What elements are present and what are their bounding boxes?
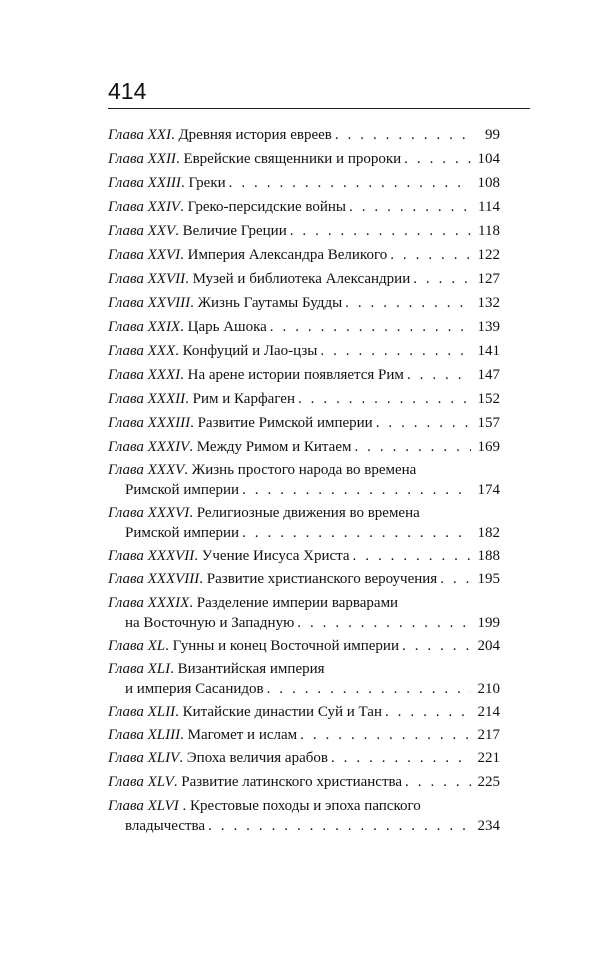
toc-entry-text: Глава XLV. Развитие латинского христианства xyxy=(108,774,403,790)
chapter-title: Разделение империи варварами xyxy=(196,595,399,611)
toc-entry xyxy=(108,460,500,500)
leader-dots xyxy=(208,816,471,836)
page-ref: 225 xyxy=(477,774,500,790)
chapter-title: Величие Греции xyxy=(182,223,287,239)
chapter-title: Религиозные движения во времена xyxy=(196,505,420,521)
chapter-title: Конфуций и Лао-цзы xyxy=(182,343,318,359)
toc-entry-text xyxy=(108,679,264,699)
leader-dots xyxy=(335,125,471,145)
chapter-label: Глава XXVII xyxy=(108,271,186,287)
chapter-label: Глава XLIII xyxy=(108,727,181,743)
leader-dots xyxy=(297,613,471,633)
toc-line xyxy=(108,816,500,836)
page-ref: 174 xyxy=(477,482,500,498)
page-ref: 169 xyxy=(477,439,500,455)
page-ref: 188 xyxy=(477,548,500,564)
toc-line xyxy=(108,569,500,589)
leader-dots xyxy=(320,341,471,361)
page-ref: 114 xyxy=(478,199,500,215)
toc-entry xyxy=(108,173,500,193)
toc-entry xyxy=(108,437,500,457)
toc-line xyxy=(108,702,500,722)
leader-dots xyxy=(376,413,471,433)
chapter-title: Крестовые походы и эпоха папского xyxy=(189,798,421,814)
leader-dots xyxy=(290,221,471,241)
toc-line xyxy=(108,197,500,217)
toc-line xyxy=(108,125,500,145)
toc-line xyxy=(108,413,500,433)
toc-entry xyxy=(108,413,500,433)
chapter-title: Жизнь простого народа во времена xyxy=(191,462,417,478)
table-of-contents xyxy=(108,125,500,836)
chapter-label: Глава XXXII xyxy=(108,391,186,407)
leader-dots xyxy=(407,365,471,385)
toc-entry-text: Глава XXII. Еврейские священники и пророки xyxy=(108,151,402,167)
chapter-label: Глава XXXIV xyxy=(108,439,190,455)
page-ref: 141 xyxy=(477,343,500,359)
toc-line xyxy=(108,613,500,633)
chapter-title: Еврейские священники и пророки xyxy=(183,151,402,167)
leader-dots xyxy=(345,293,471,313)
page-ref: 104 xyxy=(477,151,500,167)
toc-entry-text: Глава XXX. Конфуций и Лао-цзы xyxy=(108,343,318,359)
toc-line xyxy=(108,245,500,265)
chapter-title: Древняя история евреев xyxy=(178,127,332,143)
toc-entry-text xyxy=(108,613,294,633)
chapter-label: Глава XXXVIII xyxy=(108,571,200,587)
page-ref: 157 xyxy=(477,415,500,431)
page-ref: 199 xyxy=(477,615,500,631)
page-ref: 108 xyxy=(477,175,500,191)
leader-dots xyxy=(229,173,471,193)
toc-entry-text: Глава XXXI. На арене истории появляется Рим xyxy=(108,367,404,383)
toc-line xyxy=(108,437,500,457)
toc-line xyxy=(108,269,500,289)
page-ref: 217 xyxy=(477,727,500,743)
toc-line xyxy=(108,546,500,566)
toc-line xyxy=(108,636,500,656)
toc-line xyxy=(108,523,500,543)
toc-line xyxy=(108,293,500,313)
toc-entry xyxy=(108,293,500,313)
leader-dots xyxy=(404,149,471,169)
toc-line xyxy=(108,593,500,613)
page-ref: 210 xyxy=(477,681,500,697)
leader-dots xyxy=(267,679,471,699)
toc-entry-text: Глава XXXVII. Учение Иисуса Христа xyxy=(108,548,350,564)
chapter-label: Глава XXXIII xyxy=(108,415,191,431)
chapter-title: Эпоха величия арабов xyxy=(186,750,328,766)
leader-dots xyxy=(385,702,471,722)
toc-line xyxy=(108,503,500,523)
toc-entry xyxy=(108,365,500,385)
toc-entry-text: Глава XXXIII. Развитие Римской империи xyxy=(108,415,373,431)
toc-entry xyxy=(108,636,500,656)
leader-dots xyxy=(242,480,471,500)
toc-entry xyxy=(108,389,500,409)
toc-entry-text: Глава XLIV. Эпоха величия арабов xyxy=(108,750,328,766)
leader-dots xyxy=(349,197,471,217)
chapter-title: на Восточную и Западную xyxy=(125,615,295,631)
toc-entry-text: Глава XXXIV. Между Римом и Китаем xyxy=(108,439,352,455)
leader-dots xyxy=(405,772,471,792)
chapter-label: Глава XLIV xyxy=(108,750,180,766)
chapter-label: Глава XXIX xyxy=(108,319,181,335)
page-ref: 195 xyxy=(477,571,500,587)
chapter-label: Глава XXXVI xyxy=(108,505,190,521)
toc-entry-text: Глава XXV. Величие Греции xyxy=(108,223,287,239)
chapter-label: Глава XXXI xyxy=(108,367,181,383)
toc-line xyxy=(108,725,500,745)
leader-dots xyxy=(354,437,471,457)
toc-entry-text: Глава XXIII. Греки xyxy=(108,175,226,191)
page-ref: 182 xyxy=(477,525,500,541)
page-ref: 204 xyxy=(477,638,500,654)
chapter-title: Римской империи xyxy=(125,525,240,541)
chapter-title: Между Римом и Китаем xyxy=(196,439,352,455)
leader-dots xyxy=(390,245,471,265)
chapter-title: Греки xyxy=(188,175,226,191)
leader-dots xyxy=(413,269,471,289)
chapter-title: Римской империи xyxy=(125,482,240,498)
toc-entry-text xyxy=(108,480,239,500)
chapter-label: Глава XXIV xyxy=(108,199,181,215)
page-ref: 122 xyxy=(477,247,500,263)
chapter-label: Глава XXXVII xyxy=(108,548,195,564)
toc-entry-text: Глава XXVIII. Жизнь Гаутамы Будды xyxy=(108,295,343,311)
toc-entry xyxy=(108,245,500,265)
page-ref: 221 xyxy=(477,750,500,766)
leader-dots xyxy=(402,636,471,656)
leader-dots xyxy=(300,725,471,745)
chapter-label: Глава XXV xyxy=(108,223,176,239)
chapter-label: Глава XXXIX xyxy=(108,595,190,611)
toc-entry-text: Глава XLVI . Крестовые походы и эпоха папского xyxy=(108,798,421,814)
leader-dots xyxy=(331,748,471,768)
toc-entry xyxy=(108,221,500,241)
toc-entry-text: Глава XXIV. Греко-персидские войны xyxy=(108,199,347,215)
chapter-label: Глава XXI xyxy=(108,127,171,143)
toc-entry xyxy=(108,659,500,699)
chapter-title: Китайские династии Суй и Тан xyxy=(182,704,382,720)
toc-entry xyxy=(108,702,500,722)
chapter-label: Глава XXIII xyxy=(108,175,181,191)
leader-dots xyxy=(440,569,471,589)
toc-line xyxy=(108,659,500,679)
page-ref: 132 xyxy=(477,295,500,311)
toc-entry xyxy=(108,269,500,289)
chapter-title: владычества xyxy=(125,818,206,834)
chapter-title: Греко-персидские войны xyxy=(187,199,347,215)
header-rule xyxy=(108,108,530,109)
toc-entry-text xyxy=(108,816,205,836)
chapter-label: Глава XXXV xyxy=(108,462,185,478)
toc-line xyxy=(108,389,500,409)
toc-entry-text xyxy=(108,523,239,543)
leader-dots xyxy=(270,317,471,337)
toc-entry-text: Глава XXXV. Жизнь простого народа во времена xyxy=(108,462,417,478)
chapter-label: Глава XXVIII xyxy=(108,295,191,311)
toc-entry xyxy=(108,317,500,337)
chapter-label: Глава XXII xyxy=(108,151,176,167)
toc-entry xyxy=(108,569,500,589)
toc-entry-text: Глава XXXIX. Разделение империи варварами xyxy=(108,595,399,611)
toc-entry xyxy=(108,796,500,836)
leader-dots xyxy=(242,523,471,543)
chapter-label: Глава XLII xyxy=(108,704,176,720)
chapter-title: Жизнь Гаутамы Будды xyxy=(197,295,343,311)
chapter-title: Византийская империя xyxy=(177,661,325,677)
toc-entry xyxy=(108,503,500,543)
toc-entry-text: Глава XXXII. Рим и Карфаген xyxy=(108,391,295,407)
toc-line xyxy=(108,796,500,816)
toc-line xyxy=(108,221,500,241)
toc-line xyxy=(108,365,500,385)
toc-line xyxy=(108,480,500,500)
toc-line xyxy=(108,460,500,480)
toc-line xyxy=(108,341,500,361)
toc-entry xyxy=(108,149,500,169)
page-ref: 99 xyxy=(485,127,500,143)
chapter-title: Царь Ашока xyxy=(187,319,267,335)
toc-line xyxy=(108,679,500,699)
chapter-label: Глава XXVI xyxy=(108,247,181,263)
chapter-title: Империя Александра Великого xyxy=(187,247,388,263)
page-ref: 139 xyxy=(477,319,500,335)
chapter-title: Музей и библиотека Александрии xyxy=(192,271,411,287)
toc-line xyxy=(108,317,500,337)
chapter-title: Развитие христианского вероучения xyxy=(206,571,438,587)
chapter-label: Глава XLVI xyxy=(108,798,179,814)
leader-dots xyxy=(353,546,471,566)
chapter-label: Глава XLI xyxy=(108,661,171,677)
chapter-title: Рим и Карфаген xyxy=(192,391,295,407)
toc-entry xyxy=(108,725,500,745)
toc-entry-text: Глава XXI. Древняя история евреев xyxy=(108,127,332,143)
toc-entry-text: Глава XXIX. Царь Ашока xyxy=(108,319,267,335)
page-ref: 127 xyxy=(477,271,500,287)
chapter-title: На арене истории появляется Рим xyxy=(187,367,404,383)
toc-entry-text: Глава XXXVI. Религиозные движения во времена xyxy=(108,505,420,521)
chapter-title: Учение Иисуса Христа xyxy=(201,548,350,564)
page-ref: 152 xyxy=(477,391,500,407)
toc-entry-text: Глава XXVII. Музей и библиотека Александрии xyxy=(108,271,411,287)
chapter-title: и империя Сасанидов xyxy=(125,681,264,697)
chapter-title: Магомет и ислам xyxy=(187,727,298,743)
toc-line xyxy=(108,173,500,193)
toc-entry-text: Глава XXVI. Империя Александра Великого xyxy=(108,247,388,263)
page-ref: 147 xyxy=(477,367,500,383)
toc-entry-text: Глава XLI. Византийская империя xyxy=(108,661,325,677)
page-ref: 234 xyxy=(477,818,500,834)
toc-entry xyxy=(108,341,500,361)
chapter-title: Гунны и конец Восточной империи xyxy=(172,638,399,654)
toc-entry-text: Глава XLIII. Магомет и ислам xyxy=(108,727,298,743)
toc-line xyxy=(108,772,500,792)
page-ref: 214 xyxy=(477,704,500,720)
page-ref: 118 xyxy=(478,223,500,239)
page-number: 414 xyxy=(108,78,147,104)
toc-line xyxy=(108,149,500,169)
toc-line xyxy=(108,748,500,768)
chapter-title: Развитие латинского христианства xyxy=(181,774,403,790)
toc-entry xyxy=(108,593,500,633)
toc-entry xyxy=(108,748,500,768)
toc-entry xyxy=(108,197,500,217)
chapter-label: Глава XXX xyxy=(108,343,176,359)
toc-entry-text: Глава XXXVIII. Развитие христианского вероучения xyxy=(108,571,438,587)
chapter-title: Развитие Римской империи xyxy=(197,415,373,431)
toc-entry-text: Глава XL. Гунны и конец Восточной империи xyxy=(108,638,399,654)
toc-entry xyxy=(108,546,500,566)
toc-entry xyxy=(108,772,500,792)
chapter-label: Глава XLV xyxy=(108,774,174,790)
toc-entry xyxy=(108,125,500,145)
toc-entry-text: Глава XLII. Китайские династии Суй и Тан xyxy=(108,704,382,720)
chapter-label: Глава XL xyxy=(108,638,166,654)
leader-dots xyxy=(298,389,471,409)
